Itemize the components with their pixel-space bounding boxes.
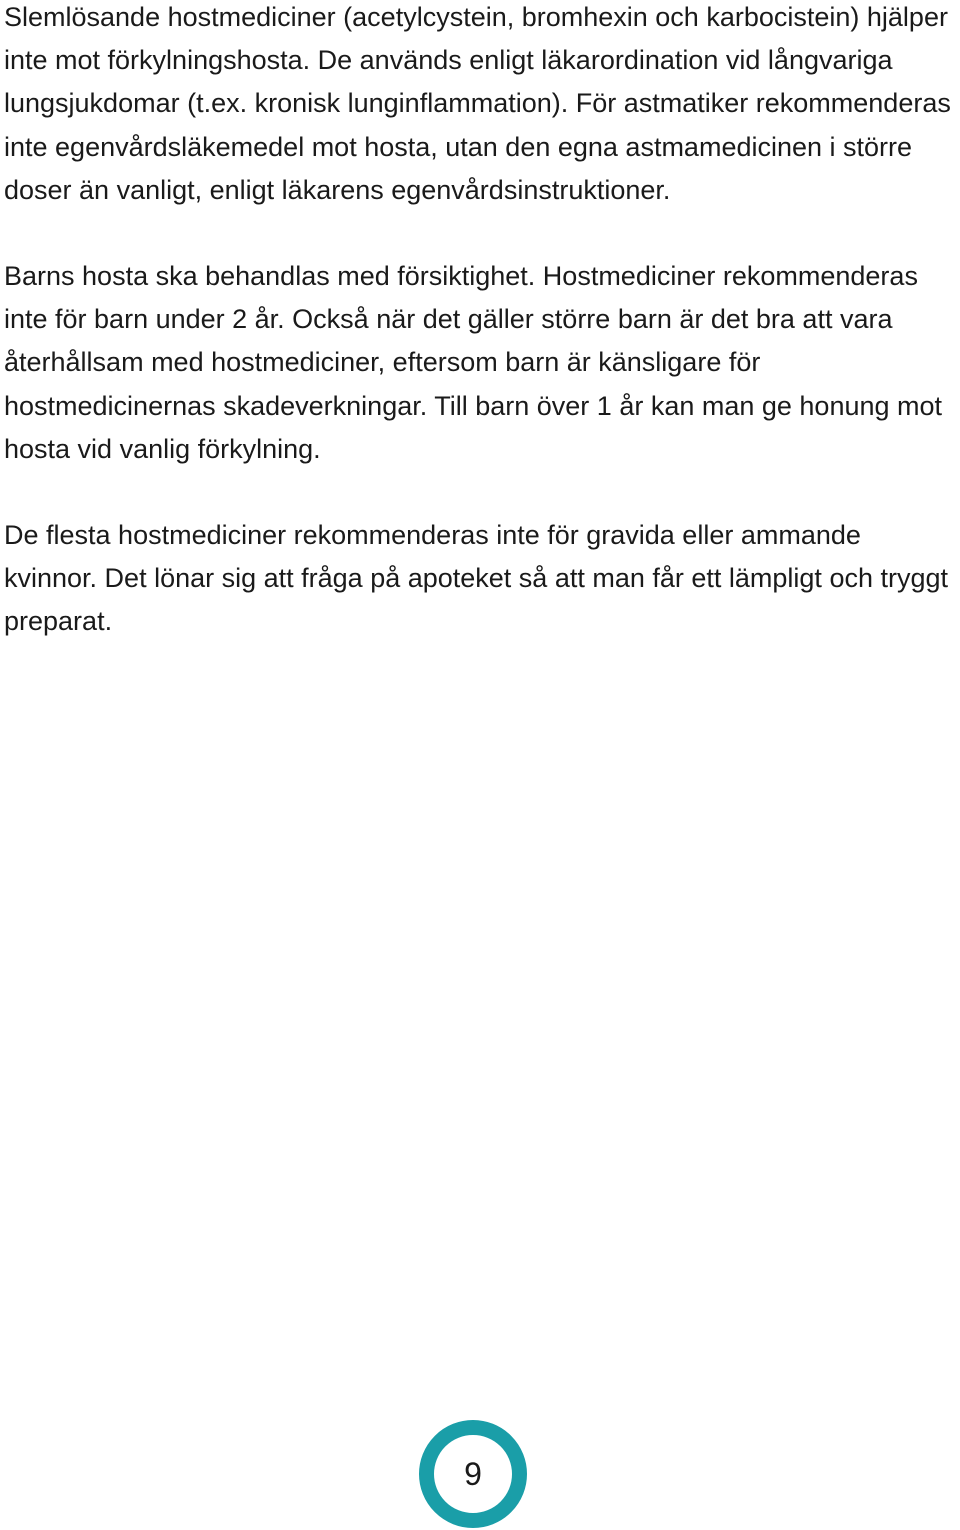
paragraph-expectorants: Slemlösande hostmediciner (acetylcystein, bromhexin och karbocistein) hjälper inte mot förkylningshosta. De används enligt läkarordination vid långvariga lungsjukdomar (t.ex. kronisk lunginflammation). För astmatiker rekommenderas inte egenvårdsläkemedel mot hosta, utan den egna astmamedicinen i större doser än vanligt, enligt läkarens egenvårdsinstruktioner. (4, 2, 951, 205)
page-number: 9 (464, 1456, 482, 1492)
page-number-badge (419, 1420, 527, 1528)
paragraph-children-cough: Barns hosta ska behandlas med försiktighet. Hostmediciner rekommenderas inte för barn under 2 år. Också när det gäller större barn är det bra att vara återhållsam med hostmediciner, eftersom barn är känsligare för hostmedicinernas skadeverkningar. Till barn över 1 år kan man ge honung mot hosta vid vanlig förkylning. (4, 261, 943, 464)
page-body (4, 0, 956, 644)
paragraph-pregnancy: De flesta hostmediciner rekommenderas inte för gravida eller ammande kvinnor. Det lönar sig att fråga på apoteket så att man får ett lämpligt och tryggt preparat. (4, 520, 948, 637)
